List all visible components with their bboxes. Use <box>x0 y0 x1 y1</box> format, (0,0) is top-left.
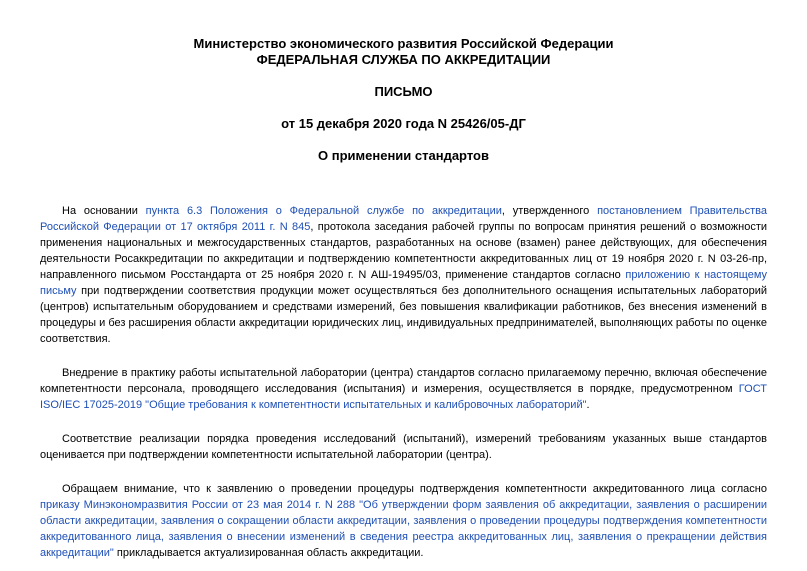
link-gost-standard[interactable]: ГОСТ ISO/IEC 17025-2019 "Общие требования к компетентности испытательных и калибровочных лабораторий" <box>40 383 767 411</box>
paragraph-1 <box>40 203 767 347</box>
paragraph-text: . <box>586 399 590 411</box>
service-title: ФЕДЕРАЛЬНАЯ СЛУЖБА ПО АККРЕДИТАЦИИ <box>256 52 551 67</box>
paragraph-text: прикладывается актуализированная область аккредитации. <box>113 547 424 559</box>
ministry-title: Министерство экономического развития Российской Федерации <box>193 36 614 51</box>
paragraph-text: Обращаем внимание, что к заявлению о проведении процедуры подтверждения компетентности аккредитованного лица согласно <box>62 483 767 495</box>
document-body <box>40 203 767 561</box>
link-ministry-order[interactable]: приказу Минэкономразвития России от 23 мая 2014 г. N 288 "Об утверждении форм заявления об аккредитации, заявления о расширении области аккредитации, заявления о сокращении области аккредитации, заявления о проведении процедуры подтверждения компетентности аккредитованного лица, заявления о внесении изменений в сведения реестра аккредитованных лиц, заявления о прекращении действия аккредитации" <box>40 499 767 559</box>
paragraph-2 <box>40 365 767 413</box>
link-letter-appendix[interactable]: приложению к настоящему письму <box>40 269 768 297</box>
paragraph-text: при подтверждении соответствия продукции может осуществляться без дополнительного оснащения испытательных лабораторий (центров) испытательным оборудованием и средствами измерений, без повышения квалификации работников, без внесения изменений в процедуры и без расширения области аккредитации юридических лиц, индивидуальных предпринимателей, выполняющих работы по оценке соответствия. <box>40 285 767 345</box>
paragraph-4 <box>40 481 767 561</box>
paragraph-text: , протокола заседания рабочей группы по вопросам принятия решений о возможности применения национальных и межгосударственных стандартов, разработанных на основе (взамен) ранее действующих, для обеспечения деятельности Росаккредитации по аккредитации и подтверждению компетентности аккредитованных лиц от 19 ноября 2020 г. N 03-26-пр, направленного письмом Росстандарта от 25 ноября 2020 г. N АШ-19495/03, применение стандартов согласно <box>40 221 768 281</box>
paragraph-3 <box>40 431 767 463</box>
link-regulation-clause[interactable]: пункта 6.3 Положения о Федеральной службе по аккредитации <box>145 205 502 217</box>
document-subject: О применении стандартов <box>318 148 489 163</box>
document-type: ПИСЬМО <box>374 84 433 99</box>
link-government-decree[interactable]: постановлением Правительства Российской Федерации от 17 октября 2011 г. N 845 <box>40 205 767 233</box>
paragraph-text: Соответствие реализации порядка проведения исследований (испытаний), измерений требованиям указанных выше стандартов оценивается при подтверждении компетентности испытательной лаборатории (центра). <box>40 433 767 461</box>
paragraph-text: На основании <box>62 205 146 217</box>
paragraph-text: Внедрение в практику работы испытательной лаборатории (центра) стандартов согласно прилагаемому перечню, включая обеспечение компетентности персонала, проводящего исследования (испытания) и измерения, осуществляется в порядке, предусмотренном <box>40 367 767 395</box>
document-date-number: от 15 декабря 2020 года N 25426/05-ДГ <box>281 116 526 131</box>
paragraph-text: , утвержденного <box>501 205 598 217</box>
document-header <box>40 0 767 164</box>
